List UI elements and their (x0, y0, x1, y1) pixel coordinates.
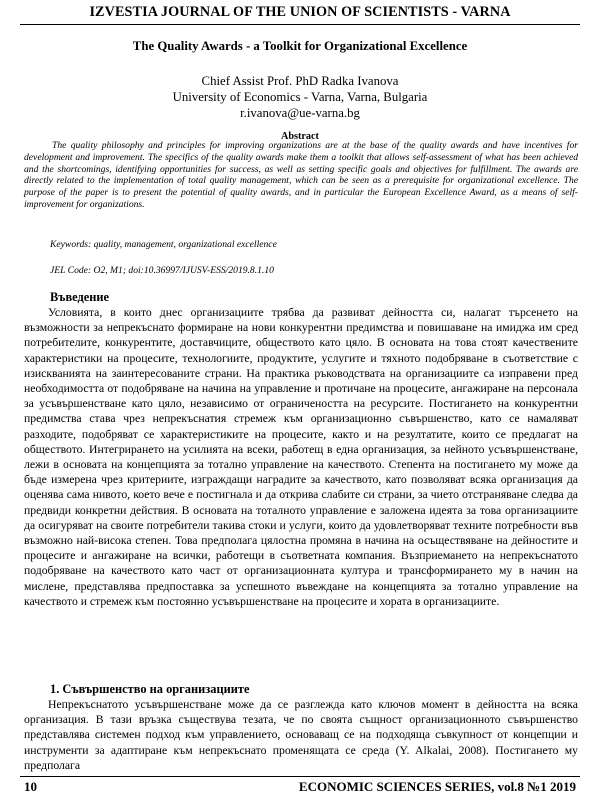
running-head: IZVESTIA JOURNAL OF THE UNION OF SCIENTISTS - VARNA (89, 4, 511, 20)
author-affiliation: University of Economics - Varna, Varna, Bulgaria (172, 90, 428, 104)
author-name: Chief Assist Prof. PhD Radka Ivanova (201, 74, 399, 88)
header-rule (20, 24, 580, 25)
section-paragraph: Непрекъснатото усъвършенстване може да се разглежда като ключов момент в дейността на всяка организация. В тази връзка съществува тезата, че по своята същност организационното съвършенство представлява системен подход към управлението, основаващ се на подходяща съвкупност от концепции и инструменти за адаптиране към непрекъснато променящата се среда (Y. Alkalai, 2008). Постигането му предполага (24, 698, 578, 772)
footer-rule (20, 776, 580, 777)
intro-paragraph: Условията, в които днес организациите трябва да развиват дейността си, налагат търсенето на възможности за непрекъснато формиране на нови конкурентни предимства и повишаване на имиджа им сред потребителите, конкурентите, доставчиците, обществото като цяло. В основата на това стоят качествените характеристики на процесите, технологиите, продуктите, услугите и тяхното подобряване в съответствие с изискванията на заинтересованите страни. На практика ръководствата на организациите са изправени пред необходимостта от подобряване на начина на управление и протичане на процесите, ангажиране на персонала за усъвършенстване като цяло, независимо от ограничеността на ресурсите. Постигането на конкурентни предимства става чрез непрекъснатия стремеж към организационно съвършенство, като се намаляват разходите, подобряват се характеристиките на процесите, както и на резултатите, които се предлагат на обществото. Интегрирането на усилията на всеки, работещ в една организация, за нейното усъвършенстване, лежи в основата на концепцията за тотално управление на качеството. Степента на постигането му може да бъде измерена чрез критериите, изграждащи наградите за качеството, като позволяват всяка организация да оценява сама нивото, което вече е постигнала и да открива слабите си страни, за чието отстраняване следва да предвиди конкретни действия. В основата на тоталното управление е заложена идеята за това организациите да осигуряват на своите потребители такива стоки и услуги, които да удовлетворяват техните потребности във възможно най-висока степен. Това предполага цялостна промяна в начина на осъществяване на дейностите и процесите и ангажиране на всички, работещи в съответната компания. Възприемането на непрекъснатото подобряване на качеството като част от организационната култура и трансформирането му в начин на мислене, представлява предпоставка за успешното въвеждане на концепцията за тотално управление на качеството и стремеж към постоянно усъвършенстване на процесите и хората в организациите. (24, 306, 578, 608)
series-info: ECONOMIC SCIENCES SERIES, vol.8 №1 2019 (298, 779, 576, 794)
abstract-heading: Abstract (281, 131, 319, 142)
article-title: The Quality Awards - a Toolkit for Organizational Excellence (132, 39, 468, 53)
jel-code: JEL Code: O2, M1; doi:10.36997/IJUSV-ESS/2019.8.1.10 (50, 265, 274, 276)
page-number: 10 (24, 779, 37, 794)
author-block (24, 73, 576, 121)
intro-heading: Въведение (50, 290, 110, 304)
section-heading: 1. Съвършенство на организациите (50, 682, 250, 696)
keywords: Keywords: quality, management, organizational excellence (50, 239, 277, 250)
abstract-text: The quality philosophy and principles for improving organizations are at the base of the quality awards and have incentives for development and improvement. The specifics of the quality awards make them a toolkit that allows self-assessment of what has been achieved and the shortcomings, identifying opportunities for success, as well as setting specific goals and objectives for fulfillment. The awards are directly related to the implementation of total quality management, which can be seen as a prerequisite for organizational excellence. The purpose of the paper is to present the potential of quality awards, and in particular the European Excellence Award, as a means of self-improvement for organizations. (24, 140, 578, 210)
author-email: r.ivanova@ue-varna.bg (240, 106, 360, 120)
